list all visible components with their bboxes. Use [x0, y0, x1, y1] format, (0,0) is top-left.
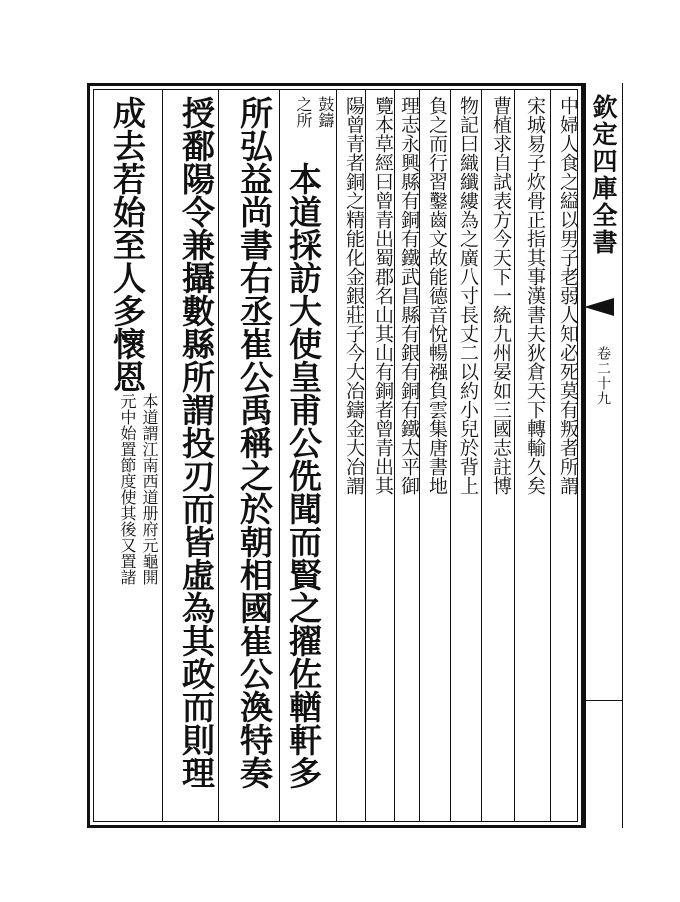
- text-column-4: 物記曰織纖縷為之廣八寸長丈二以約小兒於背上: [457, 96, 479, 495]
- text-column-7: 覽本草經曰曾青出蜀郡名山其山有銅者曾青出其: [372, 96, 394, 495]
- text-column-2: 宋城易子炊骨正指其事漢書夫狄倉天下轉輸久矣: [524, 96, 546, 495]
- column-divider: [279, 89, 280, 822]
- column-divider: [514, 89, 515, 822]
- note-line: 本道謂江南西道册府元龜開: [140, 393, 159, 585]
- main-text: 成去若始至人多懷恩: [108, 96, 147, 393]
- main-text: 本道採訪大使皇甫公侁聞而賢之擢佐輶軒多: [284, 162, 323, 789]
- text-column-10: 所弘益尚書右丞崔公禹稱之於朝相國崔公渙特奏: [235, 96, 274, 789]
- text-column-3: 曹植求自試表方今天下一統九州晏如三國志註博: [490, 96, 512, 495]
- text-column-5: 負之而行習鑿齒文故能德音悅暢襁負雲集唐書地: [426, 96, 448, 495]
- note-line: 元中始置節度使其後又置諸: [118, 393, 137, 585]
- text-column-1: 中婦人食之縊以男子老弱人知必死莫有叛者所謂: [557, 96, 579, 495]
- book-title: 欽定四庫全書: [589, 94, 618, 256]
- note-line: 之所: [294, 96, 313, 128]
- column-divider: [336, 89, 337, 822]
- volume-label: 卷二十九: [595, 346, 611, 406]
- column-divider: [218, 89, 219, 822]
- column-divider: [481, 89, 482, 822]
- note-block: [292, 96, 336, 162]
- margin-left-rule: [584, 83, 586, 828]
- text-column-12: [100, 96, 160, 818]
- text-column-11: 授鄱陽令兼攝數縣所謂投刃而皆虛為其政而則理: [177, 96, 216, 789]
- margin-right-rule: [622, 83, 623, 828]
- text-column-6: 理志永興縣有銅有鐵武昌縣有銀有銅有鐵太平御: [398, 96, 420, 495]
- fishtail-mark: [584, 298, 614, 316]
- text-column-9: [282, 96, 336, 818]
- column-divider: [550, 89, 551, 822]
- note-block: [116, 393, 160, 585]
- note-line: 鼓鑄: [316, 96, 335, 128]
- margin-fold-line: [584, 700, 622, 701]
- column-divider: [450, 89, 451, 822]
- text-column-8: 陽曾青者銅之精能化金銀莊子今大冶鑄金大冶謂: [343, 96, 365, 495]
- column-divider: [162, 89, 163, 822]
